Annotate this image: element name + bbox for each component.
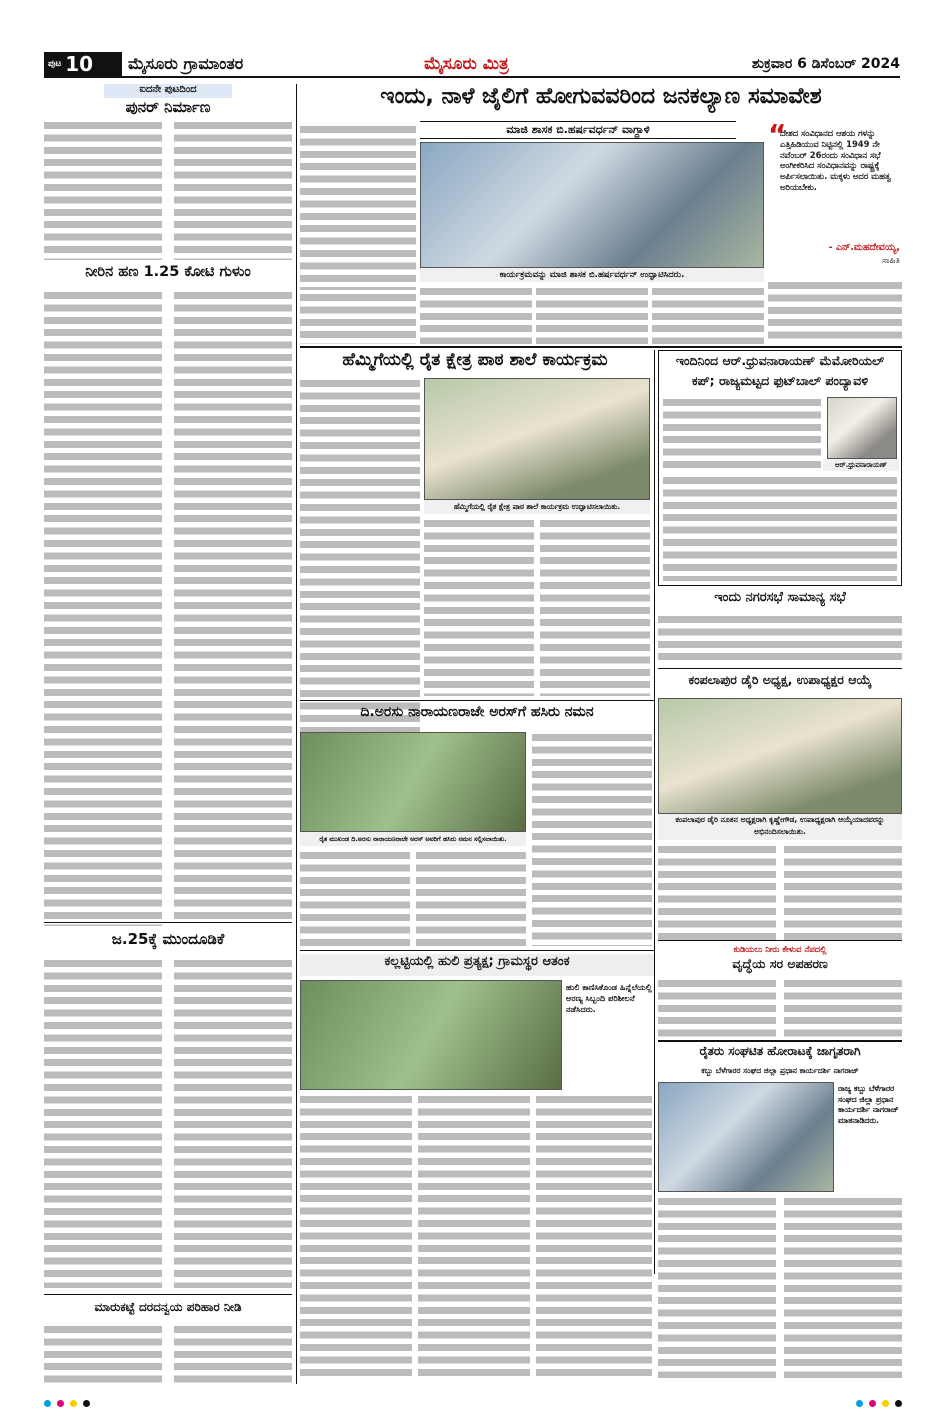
story6-headline: ದಿ.ಅರಸು ನಾರಾಯಣರಾಜೇ ಅರಸ್‌ಗೆ ಹಸಿರು ನಮನ: [360, 704, 594, 720]
article-text: [536, 286, 648, 344]
story2-photo-caption: ಹೆಮ್ಮಿಗೆಯಲ್ಲಿ ರೈತ ಕ್ಷೇತ್ರ ಪಾಠ ಶಾಲೆ ಕಾರ್ಯಕ್ರಮ ಉದ್ಘಾಟಿಸಲಾಯಿತು.: [424, 500, 650, 514]
story2-headline: ಹೆಮ್ಮಿಗೆಯಲ್ಲಿ ರೈತ ಕ್ಷೇತ್ರ ಪಾಠ ಶಾಲೆ ಕಾರ್ಯಕ್ರಮ: [342, 350, 608, 370]
article-text: [532, 732, 652, 946]
article-text: [174, 958, 292, 1288]
article-text: [663, 397, 821, 471]
magenta-dot-icon: [869, 1400, 876, 1407]
story7-headline: ವೃದ್ಧೆಯ ಸರ ಅಪಹರಣ: [732, 956, 828, 971]
article-text: [174, 290, 292, 920]
lead-headline: ಇಂದು, ನಾಳೆ ಜೈಲಿಗೆ ಹೋಗುವವರಿಂದ ಜನಕಲ್ಯಾಣ ಸಮಾವೇಶ: [380, 84, 822, 109]
lead-photo: [420, 142, 764, 268]
article-text: [652, 286, 764, 344]
article-text: [44, 1324, 162, 1384]
article-text: [416, 850, 526, 946]
masthead: ಮೈಸೂರು ಮಿತ್ರ: [424, 54, 509, 74]
article-text: [300, 850, 410, 946]
cyan-dot-icon: [44, 1400, 51, 1407]
quote-text: ದೇಶದ ಸಂವಿಧಾನದ ಆಶಯ ಗಳನ್ನು ಎತ್ತಿಹಿಡಿಯುವ ನಿಟ್ಟಿನಲ್ಲಿ 1949 ನೇ ನವೆಂಬರ್ 26ರಂದು ಸಂವಿಧಾನ ಸಭೆ ಅಂಗೀಕರಿಸಿದ ಸಂವಿಧಾನವನ್ನು ರಾಷ್ಟ್ರಕ್ಕೆ ಅರ್ಪಿಸಲಾಯಿತು. ಮಕ್ಕಳು ಅದರ ಮಹತ್ವ ಅರಿಯಬೇಕು.: [780, 128, 891, 192]
headline-postponed: ಜ.25ಕ್ಕೆ ಮುಂದೂಡಿಕೆ: [111, 930, 225, 948]
article-text: [658, 844, 776, 940]
article-text: [420, 286, 532, 344]
article-text: [784, 844, 902, 940]
story8-side-caption: ಹುಲಿ ಕಾಣಿಸಿಕೊಂಡ ಹಿನ್ನೆಲೆಯಲ್ಲಿ ಅರಣ್ಯ ಸಿಬ್ಬಂದಿ ಪರಿಶೀಲನೆ ನಡೆಸಿದರು.: [566, 982, 652, 1014]
story9-photo: [658, 1082, 834, 1192]
headline-water-money: ನೀರಿನ ಹಣ 1.25 ಕೋಟಿ ಗುಳುಂ: [85, 264, 251, 280]
story4-headline: ಇಂದು ನಗರಸಭೆ ಸಾಮಾನ್ಯ ಸಭೆ: [714, 590, 846, 605]
story9-side-caption: ರಾಜ್ಯ ಕಬ್ಬು ಬೆಳೆಗಾರರ ಸಂಘದ ಜಿಲ್ಲಾ ಪ್ರಧಾನ ಕಾರ್ಯದರ್ಶಿ ನಾಗರಾಜ್ ಮಾತನಾಡಿದರು.: [838, 1084, 899, 1125]
story2-photo: [424, 378, 650, 500]
lead-subhead-box: [420, 121, 736, 139]
divider: [300, 346, 902, 348]
article-text: [424, 518, 534, 696]
continued-kicker: ಐದನೇ ಪುಟದಿಂದ: [104, 84, 232, 98]
divider: [44, 1294, 292, 1295]
article-text: [658, 1196, 776, 1378]
story8-headline: ಕಲ್ಲಟ್ಟಿಯಲ್ಲಿ ಹುಲಿ ಪ್ರತ್ಯಕ್ಷ; ಗ್ರಾಮಸ್ಥರ ಆತಂಕ: [300, 954, 654, 976]
cyan-dot-icon: [856, 1400, 863, 1407]
story6-photo-caption: ರೈತ ಮುಖಂಡ ದಿ.ಅರಸು ನಾರಾಯಣರಾಜೇ ಅರಸ್ ಅವರಿಗೆ ಹಸಿರು ನಮನ ಸಲ್ಲಿಸಲಾಯಿತು.: [300, 832, 526, 846]
article-text: [658, 978, 776, 1038]
story9-headline: ರೈತರು ಸಂಘಟಿತ ಹೋರಾಟಕ್ಕೆ ಜಾಗೃತರಾಗಿ: [699, 1044, 861, 1058]
magenta-dot-icon: [57, 1400, 64, 1407]
page-number: 10: [65, 52, 94, 76]
story6-photo: [300, 732, 526, 832]
registration-marks-left: [44, 1400, 124, 1410]
yellow-dot-icon: [70, 1400, 77, 1407]
article-text: [300, 124, 416, 290]
story3-headline-line1: ಇಂದಿನಿಂದ ಆರ್.ಧ್ರುವನಾರಾಯಣ್ ಮೆಮೋರಿಯಲ್: [675, 353, 885, 368]
article-text: [540, 518, 650, 696]
article-text: [300, 292, 416, 344]
article-text: [174, 1324, 292, 1384]
story5-photo: [658, 698, 902, 814]
column-rule: [654, 350, 655, 1274]
black-dot-icon: [83, 1400, 90, 1407]
story8-photo: [300, 980, 562, 1090]
story7-kicker-visible: ಕುಡಿಯಲು ನೀರು ಕೇಳುವ ನೆಪದಲ್ಲಿ: [733, 944, 827, 954]
story5-headline: ಕಂಪಲಾಪುರ ಡೈರಿ ಅಧ್ಯಕ್ಷ, ಉಪಾಧ್ಯಕ್ಷರ ಆಯ್ಕೆ: [688, 672, 872, 687]
divider: [300, 700, 654, 701]
story3-headline-line2: ಕಪ್; ರಾಜ್ಯಮಟ್ಟದ ಫುಟ್‌ಬಾಲ್ ಪಂದ್ಯಾವಳಿ: [691, 373, 869, 388]
left-column: [44, 84, 292, 1384]
headline-market-rate: ಮಾರುಕಟ್ಟೆ ದರದನ್ವಯ ಪರಿಹಾರ ನೀಡಿ: [94, 1300, 242, 1314]
lead-photo-caption: ಕಾರ್ಯಕ್ರಮವನ್ನು ಮಾಜಿ ಶಾಸಕ ಬಿ.ಹರ್ಷವರ್ಧನ್ ಉದ್ಘಾಟಿಸಿದರು.: [420, 268, 764, 282]
article-text: [418, 1094, 530, 1378]
article-text: [174, 120, 292, 260]
headline-punar-nirmana: ಪುನರ್ ನಿರ್ಮಾಣ: [125, 98, 211, 116]
divider: [658, 940, 902, 941]
registration-marks-right: [822, 1400, 902, 1410]
article-text: [44, 120, 162, 260]
quote-byline: - ಎನ್.ಮಹದೇವಯ್ಯ,: [828, 242, 900, 253]
page-label: ಪುಟ: [48, 59, 62, 69]
article-text: [784, 978, 902, 1038]
quote-mark-icon: “: [768, 118, 787, 151]
article-text: [44, 958, 162, 1288]
article-text: [768, 280, 902, 344]
column-rule: [296, 84, 297, 1384]
article-text: [44, 290, 162, 926]
lead-subhead: ಮಾಜಿ ಶಾಸಕ ಬಿ.ಹರ್ಷವರ್ಧನ್ ವಾಗ್ದಾಳಿ: [506, 123, 650, 136]
page-header: [44, 52, 900, 78]
article-text: [536, 1094, 652, 1378]
story9-subhead: ಕಬ್ಬು ಬೆಳೆಗಾರರ ಸಂಘದ ಜಿಲ್ಲಾ ಪ್ರಧಾನ ಕಾರ್ಯದರ್ಶಿ ನಾಗರಾಜ್: [701, 1066, 859, 1075]
divider: [658, 1040, 902, 1042]
story5-photo-caption: ಕಂಪಲಾಪುರ ಡೈರಿ ನೂತನ ಅಧ್ಯಕ್ಷರಾಗಿ ಕೃಷ್ಣೇಗೌಡ, ಉಪಾಧ್ಯಕ್ಷರಾಗಿ ಆಯ್ಕೆಯಾದವರನ್ನು ಅಭಿನಂದಿಸಲಾಯಿತು.: [658, 814, 902, 840]
section-title: ಮೈಸೂರು ಗ್ರಾಮಾಂತರ: [128, 54, 244, 73]
page-number-box: [44, 52, 122, 76]
divider: [44, 922, 292, 923]
quote-role: ಸಾಹಿತಿ: [882, 256, 900, 266]
black-dot-icon: [895, 1400, 902, 1407]
article-text: [658, 614, 902, 664]
story3-box: [658, 350, 902, 586]
article-text: [784, 1196, 902, 1378]
issue-date: ಶುಕ್ರವಾರ 6 ಡಿಸೆಂಬರ್ 2024: [751, 56, 900, 72]
article-text: [300, 1094, 412, 1378]
yellow-dot-icon: [882, 1400, 889, 1407]
divider: [658, 668, 902, 669]
quote-box: [768, 118, 902, 276]
article-text: [663, 475, 897, 581]
story3-portrait-caption: ಆರ್.ಧ್ರುವನಾರಾಯಣ್: [823, 459, 899, 471]
divider: [300, 950, 654, 951]
story3-portrait: [827, 397, 897, 459]
